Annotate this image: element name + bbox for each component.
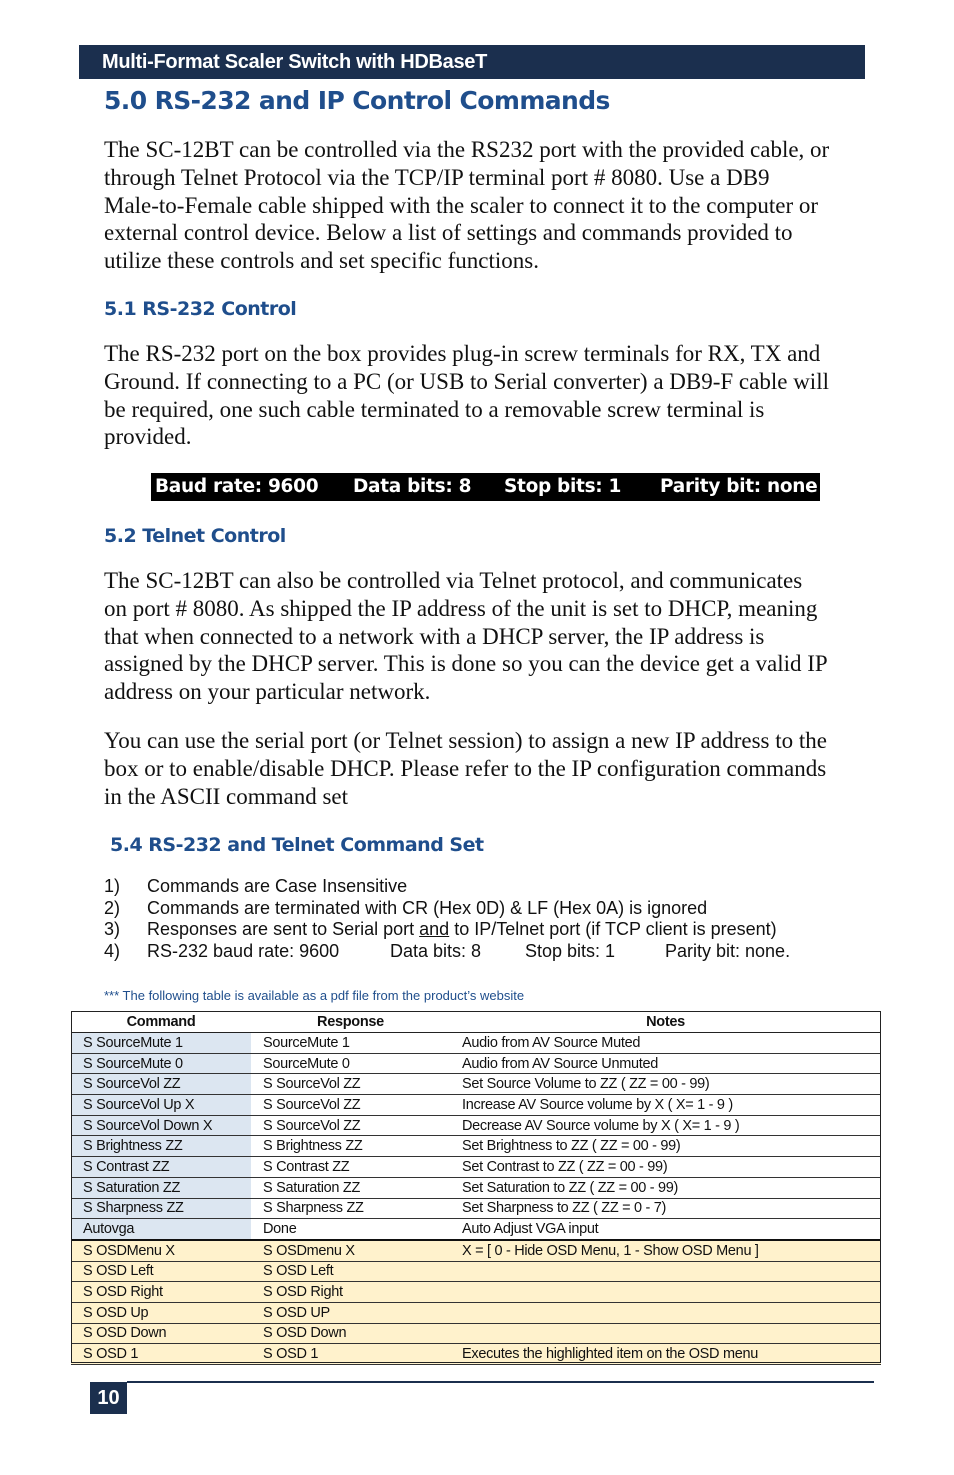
list-item — [104, 876, 884, 898]
response-cell: S Sharpness ZZ — [251, 1198, 450, 1219]
section-5-heading: 5.0 RS-232 and IP Control Commands — [104, 86, 610, 115]
table-row — [71, 1261, 881, 1282]
list-item — [104, 919, 884, 941]
list-text-part: Responses are sent to Serial port — [147, 919, 420, 940]
parity-bit-text: Parity bit: none. — [665, 941, 791, 962]
column-header-notes: Notes — [450, 1012, 881, 1033]
response-cell: S Brightness ZZ — [251, 1136, 450, 1157]
command-cell: S Brightness ZZ — [71, 1136, 251, 1157]
section-5-2-paragraph-2 — [104, 727, 874, 810]
paragraph-line: address on your particular network. — [104, 679, 431, 705]
underlined-word: and — [419, 919, 450, 940]
list-text — [147, 941, 790, 963]
response-cell: S SourceVol ZZ — [251, 1095, 450, 1116]
table-row — [71, 1136, 881, 1157]
notes-cell — [450, 1323, 881, 1344]
command-cell: S Saturation ZZ — [71, 1177, 251, 1198]
serial-settings-bar — [151, 473, 820, 501]
column-header-response: Response — [251, 1012, 450, 1033]
paragraph-line: The RS-232 port on the box provides plug-in screw terminals for RX, TX and — [104, 341, 821, 366]
paragraph-line: box or to enable/disable DHCP. Please refer to the IP configuration commands — [104, 755, 827, 781]
document-header-title: Multi-Format Scaler Switch with HDBaseT — [102, 51, 488, 73]
list-item — [104, 941, 884, 963]
baud-rate-text: RS-232 baud rate: 9600 — [147, 941, 340, 962]
command-cell: S OSD 1 — [71, 1344, 251, 1365]
section-5-4-heading: 5.4 RS-232 and Telnet Command Set — [110, 834, 484, 856]
list-number: 3) — [104, 919, 121, 940]
response-cell: SourceMute 0 — [251, 1053, 450, 1074]
command-rules-list — [104, 876, 884, 963]
list-number: 2) — [104, 897, 121, 918]
paragraph-line: external control device. Below a list of settings and commands provided to — [104, 220, 793, 246]
table-row — [71, 1053, 881, 1074]
paragraph-line: be required, one such cable terminated to a removable screw terminal is — [104, 396, 765, 422]
response-cell: S OSD Down — [251, 1323, 450, 1344]
section-5-2-heading: 5.2 Telnet Control — [104, 525, 286, 547]
stop-bits-text: Stop bits: 1 — [525, 941, 616, 962]
table-row — [71, 1095, 881, 1116]
response-cell: SourceMute 1 — [251, 1033, 450, 1054]
table-row — [71, 1282, 881, 1303]
list-text: Commands are Case Insensitive — [147, 876, 408, 896]
response-cell: S Contrast ZZ — [251, 1157, 450, 1178]
response-cell: S Saturation ZZ — [251, 1177, 450, 1198]
notes-cell: Increase AV Source volume by X ( X= 1 - 9 ) — [450, 1095, 881, 1116]
paragraph-line: Ground. If connecting to a PC (or USB to Serial converter) a DB9-F cable will — [104, 368, 829, 394]
command-cell: S SourceMute 0 — [71, 1053, 251, 1074]
table-row — [71, 1157, 881, 1178]
section-5-1-heading: 5.1 RS-232 Control — [104, 298, 297, 320]
notes-cell: Auto Adjust VGA input — [450, 1219, 881, 1240]
table-footnote: *** The following table is available as a pdf file from the product’s website — [104, 988, 525, 1003]
notes-cell: Set Source Volume to ZZ ( ZZ = 00 - 99) — [450, 1074, 881, 1095]
page-number: 10 — [90, 1382, 127, 1414]
list-number: 4) — [104, 941, 121, 962]
document-header-bar — [79, 45, 865, 79]
notes-cell: Executes the highlighted item on the OSD menu — [450, 1344, 881, 1365]
response-cell: S OSD 1 — [251, 1344, 450, 1365]
section-5-1-paragraph — [104, 340, 874, 451]
command-cell: S OSD Up — [71, 1302, 251, 1323]
paragraph-line: on port # 8080. As shipped the IP address of the unit is set to DHCP, meaning — [104, 595, 818, 621]
notes-cell: Set Contrast to ZZ ( ZZ = 00 - 99) — [450, 1157, 881, 1178]
paragraph-line: The SC-12BT can also be controlled via Telnet protocol, and communicates — [104, 568, 803, 593]
list-text: Commands are terminated with CR (Hex 0D) & LF (Hex 0A) is ignored — [147, 897, 708, 918]
table-row — [71, 1302, 881, 1323]
table-row — [71, 1177, 881, 1198]
command-cell: S SourceVol Up X — [71, 1095, 251, 1116]
command-cell: S OSD Down — [71, 1323, 251, 1344]
parity-bit-label: Parity bit: none — [660, 476, 818, 497]
paragraph-line: in the ASCII command set — [104, 783, 349, 809]
response-cell: S OSD Right — [251, 1282, 450, 1303]
section-5-2-paragraph-1 — [104, 567, 874, 706]
notes-cell: Set Brightness to ZZ ( ZZ = 00 - 99) — [450, 1136, 881, 1157]
notes-cell: Set Sharpness to ZZ ( ZZ = 0 - 7) — [450, 1198, 881, 1219]
notes-cell — [450, 1261, 881, 1282]
response-cell: Done — [251, 1219, 450, 1240]
list-number: 1) — [104, 876, 121, 896]
paragraph-line: provided. — [104, 424, 192, 450]
paragraph-line: Male-to-Female cable shipped with the scaler to connect it to the computer or — [104, 192, 819, 218]
command-cell: S Sharpness ZZ — [71, 1198, 251, 1219]
table-row — [71, 1219, 881, 1240]
notes-cell: X = [ 0 - Hide OSD Menu, 1 - Show OSD Menu ] — [450, 1240, 881, 1261]
command-cell: S OSDMenu X — [71, 1240, 251, 1261]
footer-divider — [127, 1381, 874, 1383]
notes-cell: Audio from AV Source Muted — [450, 1033, 881, 1054]
paragraph-line: The SC-12BT can be controlled via the RS232 port with the provided cable, or — [104, 137, 830, 162]
command-cell: S SourceVol Down X — [71, 1115, 251, 1136]
command-cell: S OSD Left — [71, 1261, 251, 1282]
baud-rate-label: Baud rate: 9600 — [155, 476, 319, 497]
command-cell: S SourceMute 1 — [71, 1033, 251, 1054]
paragraph-line: through Telnet Protocol via the TCP/IP terminal port # 8080. Use a DB9 — [104, 164, 770, 190]
paragraph-line: You can use the serial port (or Telnet session) to assign a new IP address to the — [104, 728, 827, 753]
notes-cell — [450, 1302, 881, 1323]
paragraph-line: utilize these controls and set specific functions. — [104, 248, 539, 274]
data-bits-text: Data bits: 8 — [390, 941, 482, 962]
command-cell: S Contrast ZZ — [71, 1157, 251, 1178]
table-row — [71, 1115, 881, 1136]
notes-cell — [450, 1282, 881, 1303]
table-row — [71, 1240, 881, 1261]
section-5-paragraph — [104, 136, 874, 275]
list-text-part: to IP/Telnet port (if TCP client is present) — [449, 919, 777, 940]
command-cell: Autovga — [71, 1219, 251, 1240]
table-row — [71, 1198, 881, 1219]
response-cell: S OSD Left — [251, 1261, 450, 1282]
notes-cell: Audio from AV Source Unmuted — [450, 1053, 881, 1074]
data-bits-label: Data bits: 8 — [353, 476, 472, 497]
response-cell: S SourceVol ZZ — [251, 1074, 450, 1095]
response-cell: S OSDmenu X — [251, 1240, 450, 1261]
table-row — [71, 1344, 881, 1365]
table-row — [71, 1033, 881, 1054]
table-row — [71, 1074, 881, 1095]
table-row — [71, 1323, 881, 1344]
command-cell: S OSD Right — [71, 1282, 251, 1303]
notes-cell: Decrease AV Source volume by X ( X= 1 - 9 ) — [450, 1115, 881, 1136]
command-cell: S SourceVol ZZ — [71, 1074, 251, 1095]
table-header-row — [71, 1012, 881, 1033]
command-table — [71, 1011, 881, 1365]
response-cell: S SourceVol ZZ — [251, 1115, 450, 1136]
response-cell: S OSD UP — [251, 1302, 450, 1323]
paragraph-line: that when connected to a network with a DHCP server, the IP address is — [104, 623, 765, 649]
stop-bits-label: Stop bits: 1 — [504, 476, 622, 497]
notes-cell: Set Saturation to ZZ ( ZZ = 00 - 99) — [450, 1177, 881, 1198]
paragraph-line: assigned by the DHCP server. This is done so you can the device get a valid IP — [104, 651, 828, 677]
list-text — [147, 919, 777, 941]
column-header-command: Command — [71, 1012, 251, 1033]
list-item — [104, 898, 884, 920]
